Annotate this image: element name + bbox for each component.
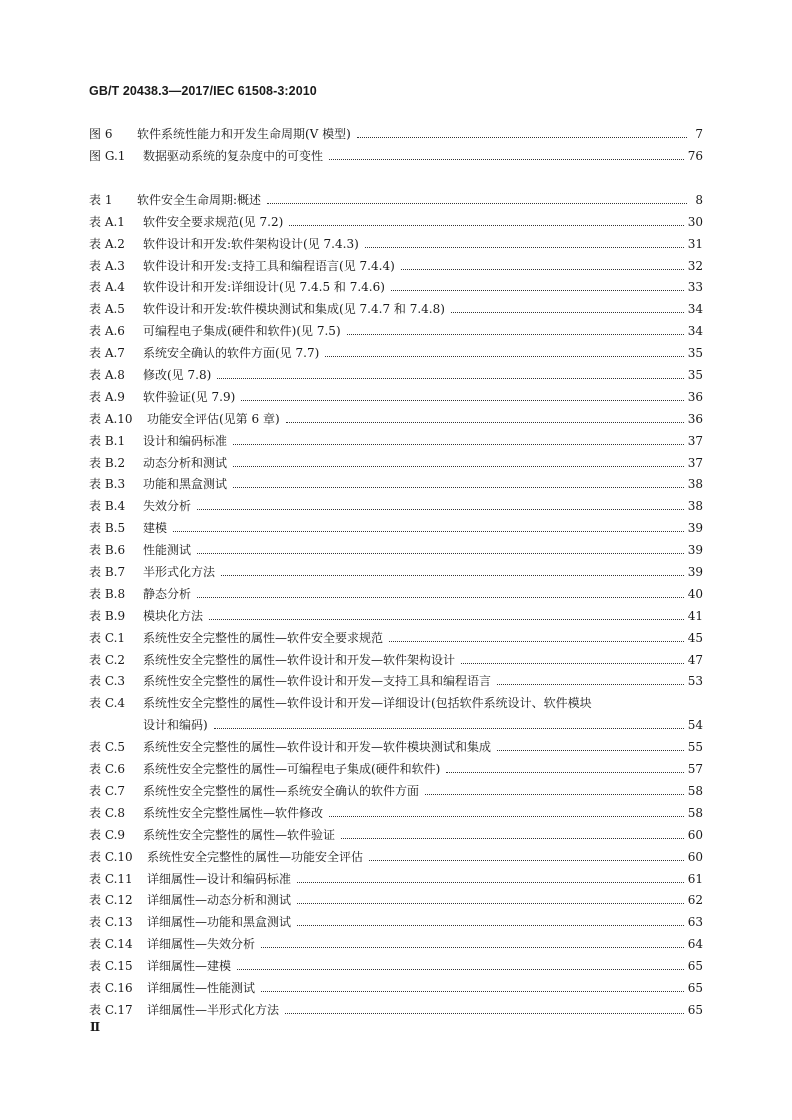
entry-title: 软件设计和开发:支持工具和编程语言(见 7.4.4) [143, 258, 395, 273]
entry-title: 性能测试 [143, 543, 192, 558]
entry-title-continued: 设计和编码) [143, 718, 208, 733]
toc-entry[interactable] [89, 754, 703, 776]
dot-leader [221, 574, 684, 576]
entry-page: 31 [687, 236, 703, 251]
entry-page: 36 [687, 411, 703, 426]
entry-number: 表 A.9 [89, 389, 125, 404]
toc-entry[interactable] [89, 667, 703, 689]
toc-entry[interactable] [89, 623, 703, 645]
dot-leader [261, 946, 684, 948]
entry-number: 表 B.9 [89, 608, 126, 623]
entry-page: 39 [687, 543, 703, 558]
entry-number: 表 C.5 [89, 740, 126, 755]
entry-number: 表 C.3 [89, 674, 126, 689]
entry-title: 详细属性—设计和编码标准 [147, 871, 292, 886]
entry-page: 37 [687, 433, 703, 448]
entry-title: 软件安全要求规范(见 7.2) [143, 214, 284, 229]
entry-title: 系统性安全完整性的属性—软件设计和开发—详细设计(包括软件系统设计、软件模块 [143, 696, 592, 711]
toc-entry[interactable] [89, 645, 703, 667]
entry-number: 表 A.1 [89, 214, 125, 229]
entry-title: 系统性安全完整性的属性—可编程电子集成(硬件和软件) [143, 762, 441, 777]
entry-title: 动态分析和测试 [143, 455, 228, 470]
entry-title: 详细属性—功能和黑盒测试 [147, 915, 292, 930]
dot-leader [347, 333, 684, 335]
dot-leader [425, 793, 684, 795]
dot-leader [451, 311, 684, 313]
entry-title: 失效分析 [143, 499, 192, 514]
entry-number: 表 C.1 [89, 630, 126, 645]
entry-page: 8 [695, 192, 703, 207]
dot-leader [341, 837, 684, 839]
dot-leader [237, 968, 684, 970]
entry-number: 表 A.6 [89, 324, 125, 339]
entry-number: 表 C.14 [89, 937, 133, 952]
figure-list [89, 119, 703, 163]
dot-leader [209, 618, 684, 620]
toc-entry[interactable] [89, 185, 703, 207]
entry-page: 58 [687, 805, 703, 820]
dot-leader [286, 421, 684, 423]
entry-page: 34 [687, 324, 703, 339]
entry-number: 表 C.6 [89, 762, 126, 777]
entry-title: 设计和编码标准 [143, 433, 228, 448]
entry-title: 可编程电子集成(硬件和软件)(见 7.5) [143, 324, 341, 339]
entry-title: 软件设计和开发:详细设计(见 7.4.5 和 7.4.6) [143, 280, 385, 295]
toc-entry[interactable] [89, 229, 703, 251]
dot-leader [461, 662, 684, 664]
dot-leader [173, 530, 684, 532]
toc-entry[interactable] [89, 929, 703, 951]
entry-title: 系统性安全完整性的属性—软件验证 [143, 827, 336, 842]
page-number: Ⅱ [90, 1020, 101, 1034]
toc-entry[interactable] [89, 470, 703, 492]
entry-title: 系统性安全完整性的属性—软件设计和开发—软件架构设计 [143, 652, 456, 667]
entry-page: 7 [695, 126, 703, 141]
toc-entry-continuation[interactable] [89, 710, 703, 732]
dot-leader [233, 443, 684, 445]
toc-entry[interactable] [89, 557, 703, 579]
dot-leader [329, 815, 684, 817]
toc-entry[interactable] [89, 798, 703, 820]
dot-leader [329, 158, 684, 160]
entry-title: 模块化方法 [143, 608, 204, 623]
dot-leader [241, 399, 683, 401]
toc-entry[interactable] [89, 294, 703, 316]
entry-number: 表 C.11 [89, 871, 133, 886]
entry-page: 62 [687, 893, 703, 908]
dot-leader [297, 902, 684, 904]
toc-entry[interactable] [89, 688, 703, 710]
dot-leader [197, 552, 684, 554]
entry-number: 表 B.8 [89, 586, 126, 601]
entry-page: 54 [687, 718, 703, 733]
entry-title: 系统安全确认的软件方面(见 7.7) [143, 346, 320, 361]
entry-page: 65 [687, 1002, 703, 1017]
entry-page: 64 [687, 937, 703, 952]
entry-number: 表 B.6 [89, 543, 126, 558]
dot-leader [401, 268, 684, 270]
dot-leader [369, 859, 684, 861]
toc-entry[interactable] [89, 601, 703, 623]
entry-number: 表 C.8 [89, 805, 126, 820]
dot-leader [197, 508, 684, 510]
entry-title: 软件安全生命周期:概述 [137, 192, 262, 207]
entry-title: 系统性安全完整性的属性—软件设计和开发—支持工具和编程语言 [143, 674, 492, 689]
entry-page: 65 [687, 959, 703, 974]
toc-entry[interactable] [89, 907, 703, 929]
entry-page: 65 [687, 980, 703, 995]
entry-title: 系统性安全完整性的属性—系统安全确认的软件方面 [143, 783, 420, 798]
dot-leader [325, 355, 683, 357]
entry-page: 76 [687, 148, 703, 163]
entry-number: 表 C.4 [89, 696, 126, 711]
entry-page: 35 [687, 368, 703, 383]
entry-number: 表 B.5 [89, 521, 126, 536]
entry-title: 建模 [143, 521, 168, 536]
entry-title: 功能和黑盒测试 [143, 477, 228, 492]
entry-number: 表 C.17 [89, 1002, 133, 1017]
entry-number: 表 C.9 [89, 827, 126, 842]
entry-page: 39 [687, 521, 703, 536]
toc-entry[interactable] [89, 360, 703, 382]
entry-number: 表 B.2 [89, 455, 126, 470]
toc-entry[interactable] [89, 732, 703, 754]
toc-entry[interactable] [89, 251, 703, 273]
toc-entry[interactable] [89, 273, 703, 295]
toc-entry[interactable] [89, 141, 703, 163]
entry-number: 表 C.16 [89, 980, 133, 995]
entry-number: 表 C.10 [89, 849, 133, 864]
toc-entry[interactable] [89, 316, 703, 338]
entry-number: 图 6 [89, 126, 113, 141]
entry-page: 41 [687, 608, 703, 623]
dot-leader [233, 486, 684, 488]
entry-page: 53 [687, 674, 703, 689]
toc-entry[interactable] [89, 886, 703, 908]
toc-entry[interactable] [89, 119, 703, 141]
entry-number: 表 C.7 [89, 783, 126, 798]
entry-number: 表 C.12 [89, 893, 133, 908]
entry-page: 40 [687, 586, 703, 601]
entry-page: 35 [687, 346, 703, 361]
entry-number: 表 B.7 [89, 565, 126, 580]
entry-page: 55 [687, 740, 703, 755]
toc-entry[interactable] [89, 820, 703, 842]
dot-leader [285, 1012, 684, 1014]
entry-title: 软件设计和开发:软件模块测试和集成(见 7.4.7 和 7.4.8) [143, 302, 445, 317]
document-id-header: GB/T 20438.3—2017/IEC 61508-3:2010 [89, 84, 317, 98]
dot-leader [214, 727, 684, 729]
entry-page: 58 [687, 783, 703, 798]
dot-leader [446, 771, 683, 773]
entry-page: 33 [687, 280, 703, 295]
dot-leader [197, 596, 684, 598]
entry-page: 39 [687, 565, 703, 580]
entry-page: 45 [687, 630, 703, 645]
toc-entry[interactable] [89, 382, 703, 404]
toc-entry[interactable] [89, 513, 703, 535]
entry-number: 图 G.1 [89, 148, 126, 163]
dot-leader [297, 924, 684, 926]
entry-title: 详细属性—动态分析和测试 [147, 893, 292, 908]
table-list [89, 185, 703, 1017]
entry-number: 表 A.7 [89, 346, 125, 361]
entry-title: 半形式化方法 [143, 565, 216, 580]
entry-title: 数据驱动系统的复杂度中的可变性 [143, 148, 324, 163]
entry-page: 63 [687, 915, 703, 930]
entry-number: 表 A.2 [89, 236, 125, 251]
entry-title: 静态分析 [143, 586, 192, 601]
toc-entry[interactable] [89, 338, 703, 360]
entry-title: 系统性安全完整性的属性—软件设计和开发—软件模块测试和集成 [143, 740, 492, 755]
dot-leader [391, 289, 684, 291]
entry-title: 软件设计和开发:软件架构设计(见 7.4.3) [143, 236, 359, 251]
entry-title: 软件验证(见 7.9) [143, 389, 236, 404]
toc-entry[interactable] [89, 491, 703, 513]
entry-title: 系统性安全完整性的属性—软件安全要求规范 [143, 630, 384, 645]
dot-leader [389, 640, 684, 642]
dot-leader [497, 749, 684, 751]
entry-number: 表 C.2 [89, 652, 126, 667]
dot-leader [365, 246, 684, 248]
toc-entry[interactable] [89, 579, 703, 601]
entry-title: 详细属性—性能测试 [147, 980, 256, 995]
entry-page: 38 [687, 477, 703, 492]
dot-leader [267, 202, 687, 204]
entry-title: 详细属性—半形式化方法 [147, 1002, 280, 1017]
toc-entry[interactable] [89, 426, 703, 448]
entry-page: 38 [687, 499, 703, 514]
entry-page: 37 [687, 455, 703, 470]
entry-page: 61 [687, 871, 703, 886]
entry-number: 表 B.3 [89, 477, 126, 492]
entry-page: 57 [687, 762, 703, 777]
entry-title: 功能安全评估(见第 6 章) [147, 411, 280, 426]
entry-title: 详细属性—建模 [147, 959, 232, 974]
entry-page: 60 [687, 827, 703, 842]
toc-entry[interactable] [89, 864, 703, 886]
toc-entry[interactable] [89, 535, 703, 557]
entry-page: 47 [687, 652, 703, 667]
toc-entry[interactable] [89, 951, 703, 973]
entry-number: 表 C.15 [89, 959, 133, 974]
dot-leader [217, 377, 683, 379]
dot-leader [497, 683, 684, 685]
toc-entry[interactable] [89, 973, 703, 995]
entry-page: 36 [687, 389, 703, 404]
entry-page: 60 [687, 849, 703, 864]
entry-page: 30 [687, 214, 703, 229]
entry-number: 表 B.1 [89, 433, 126, 448]
entry-number: 表 A.5 [89, 302, 125, 317]
entry-page: 32 [687, 258, 703, 273]
toc-entry[interactable] [89, 842, 703, 864]
toc-entry[interactable] [89, 207, 703, 229]
dot-leader [357, 136, 687, 138]
entry-title: 软件系统性能力和开发生命周期(V 模型) [137, 126, 351, 141]
dot-leader [261, 990, 684, 992]
entry-number: 表 A.4 [89, 280, 125, 295]
entry-number: 表 A.8 [89, 368, 125, 383]
dot-leader [233, 465, 684, 467]
entry-number: 表 1 [89, 192, 113, 207]
entry-title: 修改(见 7.8) [143, 368, 212, 383]
entry-number: 表 A.10 [89, 411, 133, 426]
entry-title: 系统性安全完整性属性—软件修改 [143, 805, 324, 820]
entry-title: 详细属性—失效分析 [147, 937, 256, 952]
toc-entry[interactable] [89, 995, 703, 1017]
entry-title: 系统性安全完整性的属性—功能安全评估 [147, 849, 364, 864]
toc-entry[interactable] [89, 448, 703, 470]
toc-entry[interactable] [89, 404, 703, 426]
entry-number: 表 C.13 [89, 915, 133, 930]
entry-page: 34 [687, 302, 703, 317]
dot-leader [297, 881, 684, 883]
entry-number: 表 A.3 [89, 258, 125, 273]
entry-number: 表 B.4 [89, 499, 126, 514]
dot-leader [289, 224, 683, 226]
toc-entry[interactable] [89, 776, 703, 798]
